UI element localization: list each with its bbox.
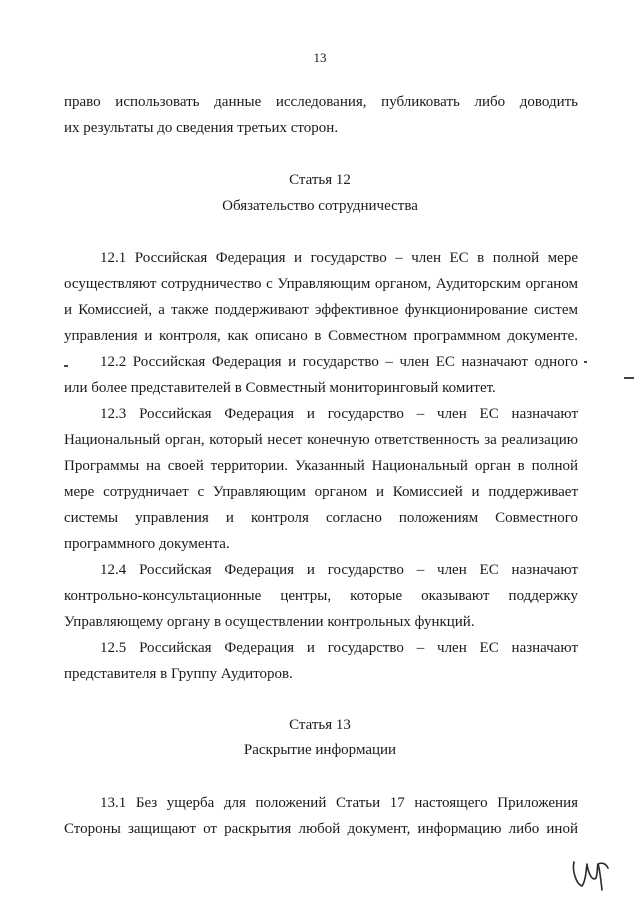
article-13-number: Статья 13 xyxy=(289,717,351,733)
text-line: Национальный орган, который несет конечную ответственность за реализацию xyxy=(64,432,578,448)
text-line: и Комиссией, а также поддерживают эффективное функционирование систем xyxy=(64,302,578,318)
paragraph-12-3 xyxy=(64,401,578,557)
paragraph-12-2 xyxy=(64,349,578,401)
paragraph-12-5 xyxy=(64,635,578,687)
paragraph-12-1 xyxy=(64,245,578,349)
text-line: мере сотрудничает с Управляющим органом и Комиссией и поддерживает xyxy=(64,484,578,500)
article-12-title: Обязательство сотрудничества xyxy=(222,198,418,214)
article-13-title: Раскрытие информации xyxy=(243,742,397,758)
scan-mark xyxy=(64,365,68,367)
text-line: Управляющему органу в осуществлении контрольных функций. xyxy=(64,614,475,630)
scan-mark xyxy=(584,361,587,363)
text-line: контрольно-консультационные центры, которые оказывают поддержку xyxy=(64,588,578,604)
text-line: управления и контроля, как описано в Совместном программном документе. xyxy=(64,328,578,344)
paragraph-13-1 xyxy=(64,790,578,842)
intro-paragraph xyxy=(64,89,578,141)
text-line: 12.1 Российская Федерация и государство – член ЕС в полной мере xyxy=(100,250,578,266)
text-line: 12.4 Российская Федерация и государство – член ЕС назначают xyxy=(100,562,578,578)
article-12-number: Статья 12 xyxy=(289,172,351,188)
handwritten-initials xyxy=(570,856,614,892)
text-line: право использовать данные исследования, публиковать либо доводить xyxy=(64,94,578,110)
text-line: программного документа. xyxy=(64,536,230,552)
text-line: или более представителей в Совместный мониторинговый комитет. xyxy=(64,380,496,396)
text-line: Программы на своей территории. Указанный Национальный орган в полной xyxy=(64,458,578,474)
text-line: осуществляют сотрудничество с Управляющим органом, Аудиторским органом xyxy=(64,276,578,292)
paragraph-12-4 xyxy=(64,557,578,635)
text-line: 12.2 Российская Федерация и государство – член ЕС назначают одного xyxy=(100,354,578,370)
text-line: их результаты до сведения третьих сторон. xyxy=(64,120,339,136)
text-line: 12.3 Российская Федерация и государство – член ЕС назначают xyxy=(100,406,578,422)
text-line: представителя в Группу Аудиторов. xyxy=(64,666,293,682)
text-line: 13.1 Без ущерба для положений Статьи 17 настоящего Приложения xyxy=(100,795,578,811)
scan-mark xyxy=(624,377,634,379)
text-line: 12.5 Российская Федерация и государство – член ЕС назначают xyxy=(100,640,578,656)
page-number: 13 xyxy=(313,50,327,65)
text-line: Стороны защищают от раскрытия любой документ, информацию либо иной xyxy=(64,821,578,837)
text-line: системы управления и контроля согласно положениям Совместного xyxy=(64,510,578,526)
